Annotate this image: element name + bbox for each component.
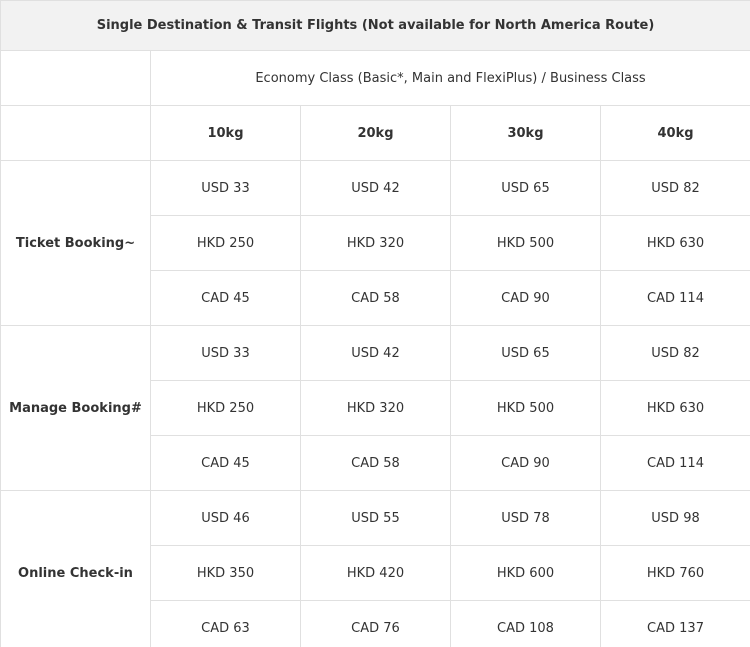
empty-corner-cell bbox=[1, 106, 151, 161]
price-cell: HKD 600 bbox=[451, 546, 601, 601]
price-cell: USD 98 bbox=[601, 491, 750, 546]
price-cell: USD 78 bbox=[451, 491, 601, 546]
price-cell: CAD 137 bbox=[601, 601, 750, 647]
price-cell: HKD 420 bbox=[301, 546, 451, 601]
price-cell: USD 42 bbox=[301, 326, 451, 381]
price-cell: HKD 500 bbox=[451, 381, 601, 436]
price-cell: CAD 45 bbox=[151, 436, 301, 491]
price-cell: HKD 630 bbox=[601, 216, 750, 271]
price-cell: CAD 58 bbox=[301, 271, 451, 326]
price-cell: CAD 114 bbox=[601, 271, 750, 326]
price-cell: USD 55 bbox=[301, 491, 451, 546]
price-cell: CAD 63 bbox=[151, 601, 301, 647]
price-cell: USD 82 bbox=[601, 161, 750, 216]
price-cell: USD 33 bbox=[151, 161, 301, 216]
price-cell: HKD 630 bbox=[601, 381, 750, 436]
price-cell: HKD 250 bbox=[151, 381, 301, 436]
group-label-ticket-booking: Ticket Booking~ bbox=[1, 161, 151, 326]
price-cell: CAD 114 bbox=[601, 436, 750, 491]
weight-header: 10kg bbox=[151, 106, 301, 161]
class-header: Economy Class (Basic*, Main and FlexiPlus) / Business Class bbox=[151, 51, 750, 106]
price-cell: HKD 320 bbox=[301, 216, 451, 271]
price-cell: USD 42 bbox=[301, 161, 451, 216]
price-cell: HKD 250 bbox=[151, 216, 301, 271]
weight-header: 40kg bbox=[601, 106, 750, 161]
table-row bbox=[1, 326, 750, 381]
table-row bbox=[1, 161, 750, 216]
class-header-row bbox=[1, 51, 750, 106]
table-title-row bbox=[1, 1, 750, 51]
price-cell: CAD 76 bbox=[301, 601, 451, 647]
price-cell: USD 65 bbox=[451, 161, 601, 216]
group-label-online-check-in: Online Check-in bbox=[1, 491, 151, 647]
weight-header: 20kg bbox=[301, 106, 451, 161]
price-cell: USD 65 bbox=[451, 326, 601, 381]
price-cell: USD 46 bbox=[151, 491, 301, 546]
price-cell: USD 82 bbox=[601, 326, 750, 381]
weight-header: 30kg bbox=[451, 106, 601, 161]
price-cell: HKD 760 bbox=[601, 546, 750, 601]
price-cell: CAD 90 bbox=[451, 271, 601, 326]
weight-header-row bbox=[1, 106, 750, 161]
table-row bbox=[1, 491, 750, 546]
price-cell: HKD 350 bbox=[151, 546, 301, 601]
price-cell: USD 33 bbox=[151, 326, 301, 381]
price-cell: CAD 108 bbox=[451, 601, 601, 647]
price-cell: CAD 58 bbox=[301, 436, 451, 491]
price-cell: HKD 500 bbox=[451, 216, 601, 271]
price-cell: CAD 90 bbox=[451, 436, 601, 491]
price-cell: HKD 320 bbox=[301, 381, 451, 436]
price-cell: CAD 45 bbox=[151, 271, 301, 326]
empty-corner-cell bbox=[1, 51, 151, 106]
table-title: Single Destination & Transit Flights (Not available for North America Route) bbox=[1, 1, 750, 51]
group-label-manage-booking: Manage Booking# bbox=[1, 326, 151, 491]
